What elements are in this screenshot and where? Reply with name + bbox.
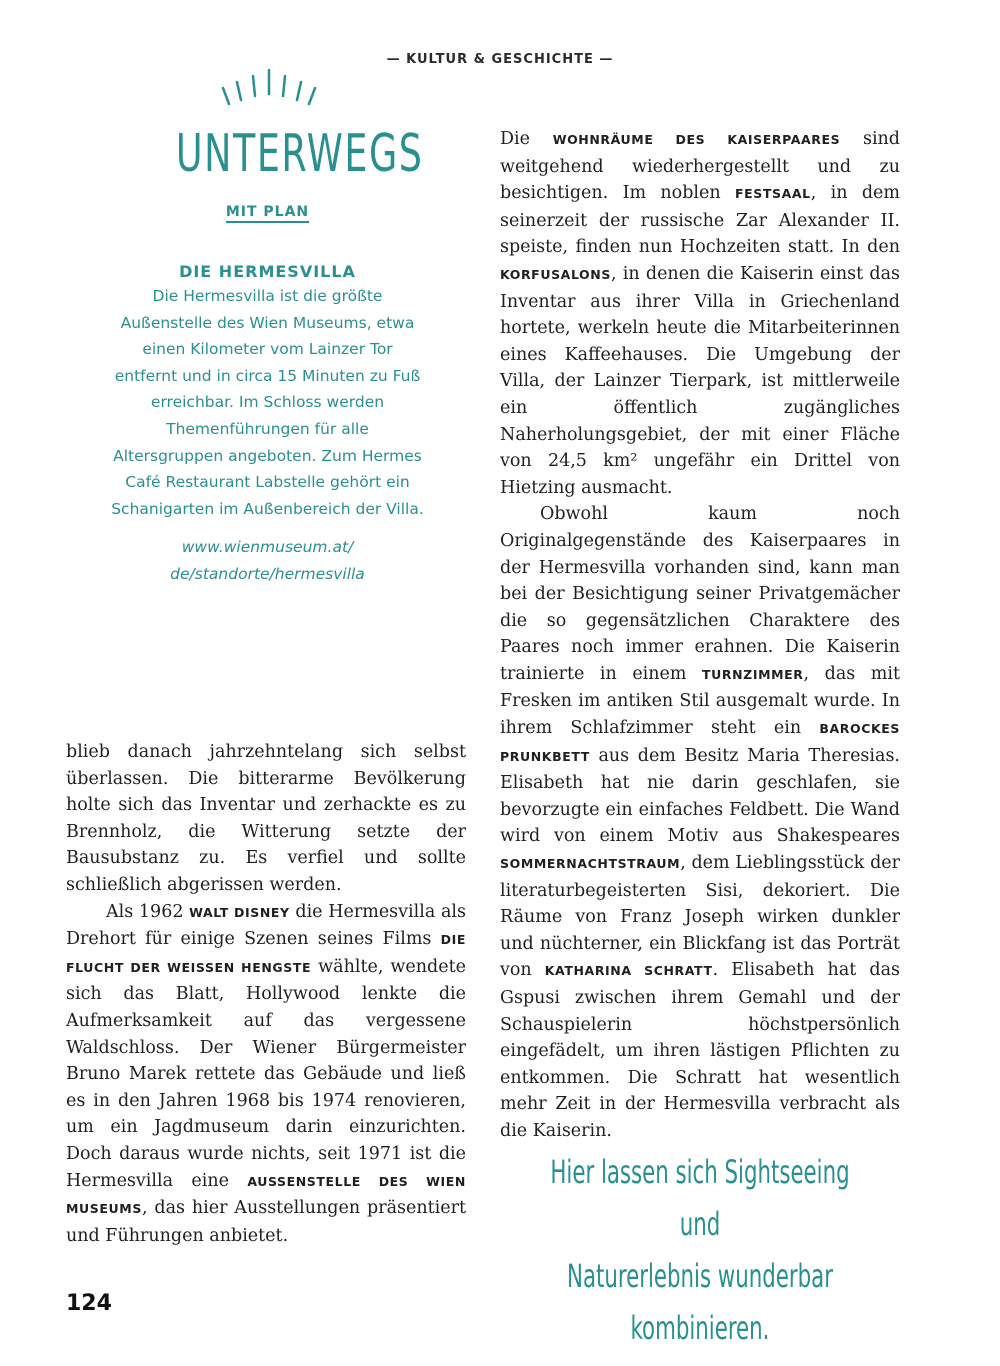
keyword: BAROCKES PRUNKBETT	[500, 721, 900, 764]
info-title: DIE HERMESVILLA	[179, 262, 356, 281]
keyword: KATHARINA SCHRATT	[544, 963, 713, 979]
pull-quote: Hier lassen sich Sightseeing und Naturerlebnis wunderbar kombinieren.	[550, 1153, 850, 1347]
info-text: Die Hermesvilla ist die größte Außenstelle des Wien Museums, etwa einen Kilometer vom Lainzer Tor entfernt und in circa 15 Minuten zu Fuß erreichbar. Im Schloss werden Themenführungen für alle Altersgruppen angeboten. Zum Hermes Café Restaurant Labstelle gehört ein Schanigarten im Außenbereich der Villa.	[111, 287, 424, 518]
keyword: SOMMERNACHTSTRAUM	[500, 856, 681, 872]
keyword: DIE FLUCHT DER WEISSEN HENGSTE	[66, 932, 466, 975]
info-link[interactable]: www.wienmuseum.at/ de/standorte/hermesvilla	[170, 538, 365, 583]
keyword: FESTSAAL	[734, 186, 811, 202]
paragraph: blieb danach jahrzehntelang sich selbst überlassen. Die bitterarme Bevölkerung holte sich das Inventar und zerhackte es zu Brennholz, die Witterung setzte der Bausubstanz zu. Es verfiel und sollte schließlich abgerissen werden.	[66, 742, 466, 895]
keyword: AUSSENSTELLE DES WIEN MUSEUMS	[66, 1173, 466, 1217]
paragraph: Die WOHNRÄUME DES KAISERPAARES sind weitgehend wiederhergestellt und zu besichtigen. Im noblen FESTSAAL, in dem seinerzeit der russische Zar Alexander II. speiste, finden nun Hochzeiten statt. In den KORFUSALONS, in denen die Kaiserin einst das Inventar aus ihrer Villa in Griechenland hortete, werkeln heute die Mitarbeiterinnen eines Kaffeehauses. Die Umgebung der Villa, der Lainzer Tierpark, ist mittlerweile ein öffentlich zugängliches Naherholungsgebiet, der mit einer Fläche von 24,5 km² ungefähr ein Drittel von Hietzing ausmacht.	[500, 129, 901, 498]
info-box	[110, 262, 425, 588]
section-header: — KULTUR & GESCHICHTE —	[386, 52, 614, 67]
keyword: TURNZIMMER	[702, 666, 804, 682]
paragraph: Als 1962 WALT DISNEY die Hermesvilla als Drehort für einige Szenen seines Films DIE FLUCHT DER WEISSEN HENGSTE wählte, wendete sich das Blatt, Hollywood lenkte die Aufmerksamkeit auf das vergessene Waldschloss. Der Wiener Bürgermeister Bruno Marek rettete das Gebäude und ließ es in den Jahren 1968 bis 1974 renovieren, um ein Jagdmuseum darin einzurichten. Doch daraus wurde nichts, seit 1971 ist die Hermesvilla eine AUSSENSTELLE DES WIEN MUSEUMS, das hier Ausstellungen präsentiert und Führungen anbietet.	[66, 901, 466, 1246]
left-column	[66, 739, 466, 1249]
sun-rays-icon	[215, 66, 325, 116]
logo-subtitle: MIT PLAN	[150, 204, 385, 220]
keyword: KORFUSALONS	[500, 266, 611, 282]
keyword: WALT DISNEY	[189, 904, 290, 920]
page-number: 124	[66, 1291, 112, 1316]
logo-title: UNTERWEGS	[175, 124, 424, 184]
right-column	[500, 126, 900, 1145]
keyword: WOHNRÄUME DES KAISERPAARES	[552, 132, 841, 147]
paragraph: Obwohl kaum noch Originalgegenstände des Kaiserpaares in der Hermesvilla vorhanden sind, kann man bei der Besichtigung seiner Privatgemächer die so gegensätzlichen Charaktere des Paares noch immer erahnen. Die Kaiserin trainierte in einem TURNZIMMER, das mit Fresken im antiken Stil ausgemalt wurde. In ihrem Schlafzimmer steht ein BAROCKES PRUNKBETT aus dem Besitz Maria Theresias. Elisabeth hat nie darin geschlafen, sie bevorzugte ein einfaches Feldbett. Die Wand wird von einem Motiv aus Shakespeares SOMMERNACHTSTRAUM, dem Lieblingsstück der literaturbegeisterten Sisi, dekoriert. Die Räume von Franz Joseph wirken dunkler und nüchterner, ein Blickfang ist das Porträt von KATHARINA SCHRATT. Elisabeth hat das Gspusi zwischen ihrem Gemahl und der Schauspielerin höchstpersönlich eingefädelt, um ihren lästigen Pflichten zu entkommen. Die Schratt hat wesentlich mehr Zeit in der Hermesvilla verbracht als die Kaiserin.	[500, 504, 900, 1141]
